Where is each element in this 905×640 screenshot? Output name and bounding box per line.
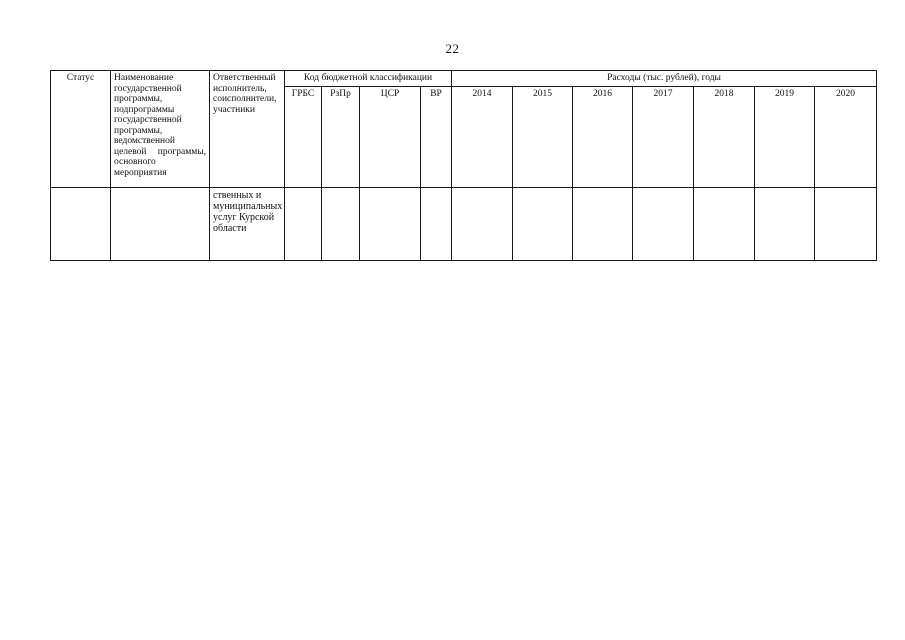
header-year-2020: 2020	[815, 86, 877, 187]
header-expenses: Расходы (тыс. рублей), годы	[452, 71, 877, 87]
cell-2017	[633, 187, 694, 260]
cell-2020	[815, 187, 877, 260]
header-status: Статус	[51, 71, 111, 188]
cell-status	[51, 187, 111, 260]
header-budget-code: Код бюджетной классификации	[285, 71, 452, 87]
cell-responsible: ственных и муниципальных услуг Курской области	[210, 187, 285, 260]
table-row	[51, 187, 877, 260]
header-year-2015: 2015	[513, 86, 573, 187]
header-code-vr: ВР	[421, 86, 452, 187]
cell-2016	[573, 187, 633, 260]
cell-rzpr	[322, 187, 360, 260]
cell-2014	[452, 187, 513, 260]
header-responsible: Ответственный исполнитель, соисполнители, участники	[210, 71, 285, 188]
cell-program-name	[111, 187, 210, 260]
budget-table	[50, 70, 877, 261]
header-code-rzpr: РзПр	[322, 86, 360, 187]
cell-grbs	[285, 187, 322, 260]
header-program-name: Наименование государственной программы, подпрограммы государственной программы, ведомственной целевой программы, основного мероприятия	[111, 71, 210, 188]
page-number: 22	[445, 41, 460, 56]
cell-csr	[360, 187, 421, 260]
header-year-2017: 2017	[633, 86, 694, 187]
cell-vr	[421, 187, 452, 260]
header-row-top	[51, 71, 877, 87]
header-year-2014: 2014	[452, 86, 513, 187]
header-year-2016: 2016	[573, 86, 633, 187]
cell-2019	[755, 187, 815, 260]
header-code-grbs: ГРБС	[285, 86, 322, 187]
cell-2018	[694, 187, 755, 260]
header-year-2019: 2019	[755, 86, 815, 187]
cell-2015	[513, 187, 573, 260]
header-code-csr: ЦСР	[360, 86, 421, 187]
header-year-2018: 2018	[694, 86, 755, 187]
